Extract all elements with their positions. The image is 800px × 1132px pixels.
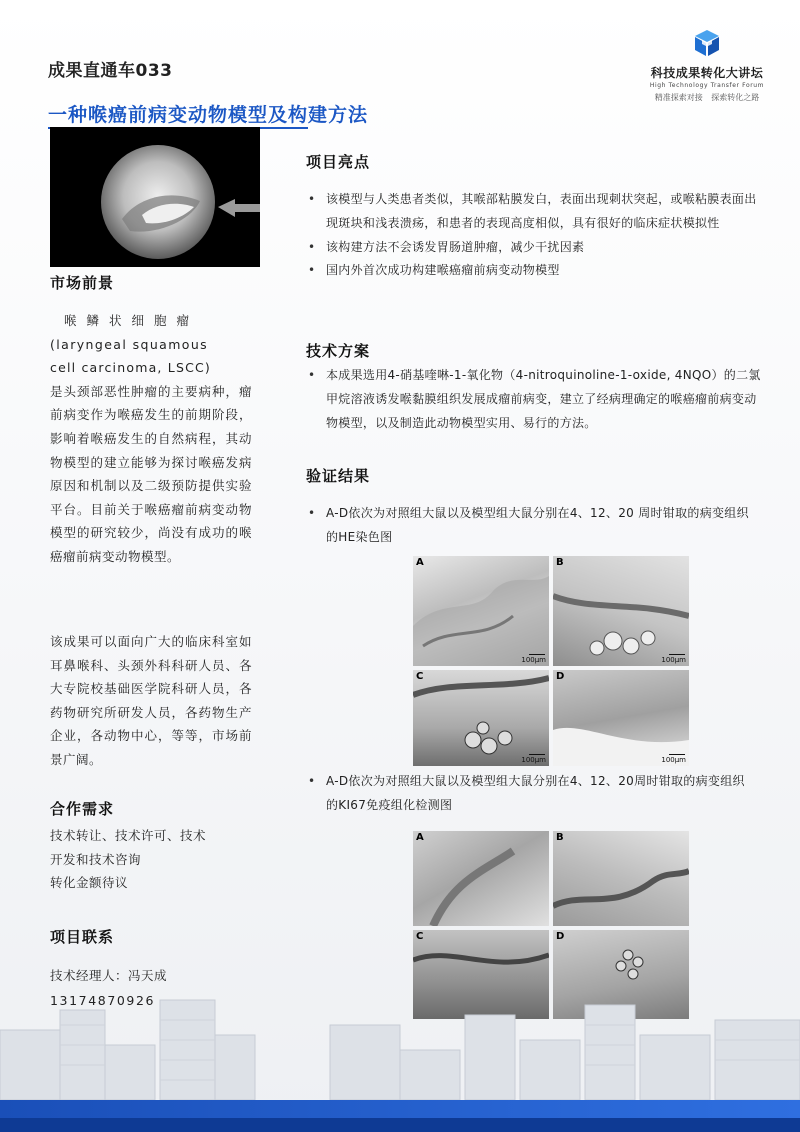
forum-logo [632, 28, 782, 103]
coop-line-3: 转化金额待议 [50, 875, 129, 891]
page-title: 一种喉癌前病变动物模型及构建方法 [48, 104, 369, 126]
slogan-right: 探索转化之路 [711, 93, 760, 102]
scale-bar [529, 754, 545, 755]
scale-bar [529, 654, 545, 655]
scale-label: 100μm [661, 756, 686, 764]
scale-label: 100μm [661, 656, 686, 664]
coop-heading: 合作需求 [50, 800, 115, 818]
ki67-panel-b [553, 831, 689, 926]
scale-bar [669, 754, 685, 755]
figure-1-caption: • A-D依次为对照组大鼠以及模型组大鼠分别在4、12、20 周时钳取的病变组织的HE染色图 [306, 502, 756, 550]
endoscopy-image [50, 127, 260, 267]
market-heading: 市场前景 [50, 274, 115, 292]
logo-name: 科技成果转化大讲坛 [650, 66, 764, 80]
he-panel-d [553, 670, 689, 766]
slogan-left: 精准探索对接 [654, 93, 703, 102]
he-panel-a [413, 556, 549, 666]
panel-label: B [556, 557, 564, 568]
scale-label: 100μm [521, 656, 546, 664]
contact-manager: 技术经理人：冯天成 [50, 968, 168, 983]
logo-english-name: High Technology Transfer Forum [649, 82, 765, 89]
panel-label: C [416, 671, 424, 682]
market-line-1: 喉鳞状细胞瘤 [64, 313, 200, 328]
panel-label: A [416, 557, 424, 568]
he-panel-c [413, 670, 549, 766]
panel-label: D [556, 931, 565, 942]
footer-bar [0, 1100, 800, 1118]
city-skyline-graphic [0, 990, 800, 1100]
footer-bar-dark [0, 1118, 800, 1132]
panel-label: B [556, 832, 564, 843]
series-label: 成果直通车033 [48, 61, 173, 81]
market-paragraph-2: 该成果可以面向广大的临床科室如耳鼻喉科、头颈外科科研人员、各大专院校基础医学院科研人员，各药物研究所研发人员，各药物生产企业，各动物中心，等等，市场前景广阔。 [50, 634, 252, 767]
contact-heading: 项目联系 [50, 928, 115, 946]
figure-1-caption-block [306, 502, 756, 550]
coop-line-2: 开发和技术咨询 [50, 851, 142, 867]
highlights-heading: 项目亮点 [306, 153, 371, 171]
market-line-2: (laryngeal squamous [50, 336, 209, 352]
highlight-item: • 该模型与人类患者类似，其喉部粘膜发白，表面出现刺状突起，或喉粘膜表面出现斑块和浅表溃疡，和患者的表现高度相似，具有很好的临床症状模拟性 [306, 188, 768, 236]
coop-line-1: 技术转让、技术许可、技术 [50, 828, 207, 843]
tech-list [306, 364, 768, 435]
market-line-3: cell carcinoma, LSCC) [50, 360, 212, 376]
scale-label: 100μm [521, 756, 546, 764]
tech-item: • 本成果选用4-硝基喹啉-1-氧化物（4-nitroquinoline-1-oxide, 4NQO）的二氯甲烷溶液诱发喉黏膜组织发展成瘤前病变，建立了经病理确定的喉癌瘤前病变动物模型，以及制造此动物模型实用、易行的方法。 [306, 364, 768, 435]
results-heading: 验证结果 [306, 467, 371, 485]
panel-label: A [416, 832, 424, 843]
highlight-item: • 该构建方法不会诱发胃肠道肿瘤，减少干扰因素 [306, 236, 768, 260]
cube-logo-icon [692, 28, 722, 58]
tech-heading: 技术方案 [306, 342, 371, 360]
figure-2-caption-block [306, 770, 756, 818]
ki67-panel-a [413, 831, 549, 926]
market-paragraph-1 [50, 309, 252, 569]
he-staining-figure [413, 556, 689, 766]
contact-phone: 13174870926 [50, 993, 156, 1008]
market-text-rest: 是头颈部恶性肿瘤的主要病种，瘤前病变作为喉癌发生的前期阶段，影响着喉癌发生的自然病程，其动物模型的建立能够为探讨喉癌发病原因和机制以及二级预防提供实验平台。目前关于喉癌瘤前病变动物模型的研究较少，尚没有成功的喉癌瘤前病变动物模型。 [50, 383, 252, 564]
coop-text [50, 824, 252, 895]
he-panel-b [553, 556, 689, 666]
panel-label: C [416, 931, 424, 942]
logo-slogan [632, 92, 782, 103]
highlights-list [306, 188, 768, 283]
highlight-item: • 国内外首次成功构建喉癌瘤前病变动物模型 [306, 259, 768, 283]
figure-2-caption: • A-D依次为对照组大鼠以及模型组大鼠分别在4、12、20周时钳取的病变组织的KI67免疫组化检测图 [306, 770, 756, 818]
panel-label: D [556, 671, 565, 682]
scale-bar [669, 654, 685, 655]
